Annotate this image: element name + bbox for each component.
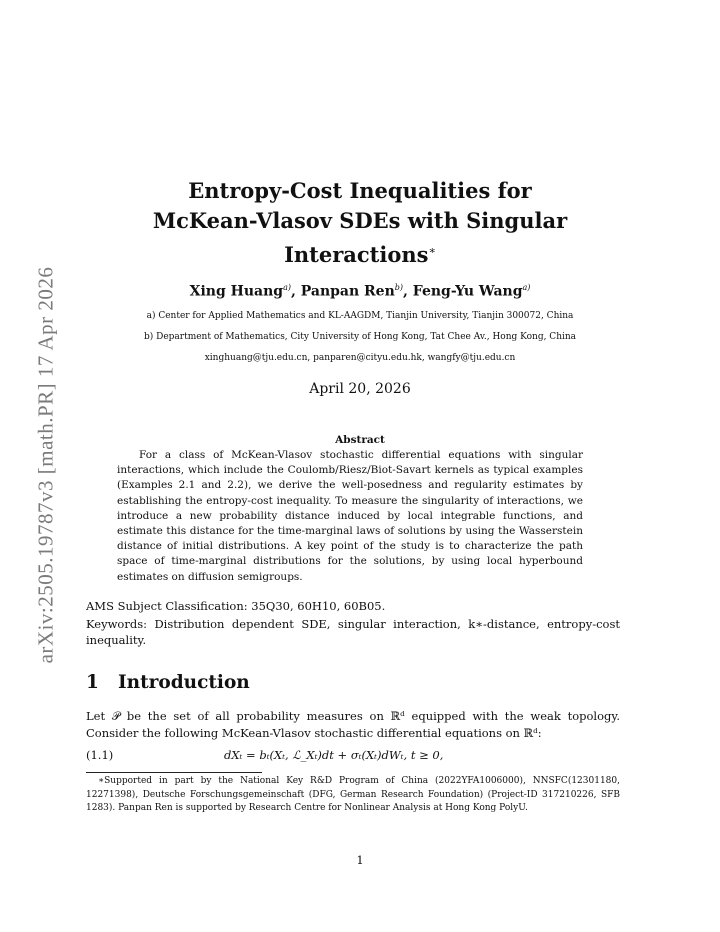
affiliation-b: b) Department of Mathematics, City University of Hong Kong, Tat Chee Av., Hong Kong, China xyxy=(143,332,577,342)
footnote-funding: ∗Supported in part by the National Key R&D Program of China (2022YFA1006000), NNSFC(12301180, 12271398), Deutsche Forschungsgemeinschaft (DFG, German Research Foundation) (Project-ID 317210226, SFB 1283). Panpan Ren is supported by Research Centre for Nonlinear Analysis at Hong Kong PolyU. xyxy=(86,776,620,813)
arxiv-identifier: arXiv:2505.19787v3 [math.PR] 17 Apr 2026 xyxy=(33,266,58,664)
section-number: 1 xyxy=(86,672,99,693)
author-name: Feng-Yu Wang xyxy=(412,283,523,300)
title-footnote-mark: ∗ xyxy=(428,244,436,257)
affiliation-a: a) Center for Applied Mathematics and KL-AAGDM, Tianjin University, Tianjin 300072, China xyxy=(146,311,574,321)
author-name: Panpan Ren xyxy=(300,283,395,300)
equation-body: dXₜ = bₜ(Xₜ, ℒ_Xₜ)dt + σₜ(Xₜ)dWₜ, t ≥ 0, xyxy=(224,748,444,762)
abstract-heading: Abstract xyxy=(335,434,385,446)
ams-classification: AMS Subject Classification: 35Q30, 60H10, 60B05. xyxy=(86,599,386,613)
page-number: 1 xyxy=(356,853,364,867)
title-line-3: Interactions∗ xyxy=(284,242,436,267)
footnote-rule xyxy=(86,772,262,773)
author-list: Xing Huang$^{a)}$, Panpan Ren$^{b)}$, Feng-Yu Wang$^{a)}$ xyxy=(189,283,531,300)
abstract-text: For a class of McKean-Vlasov stochastic differential equations with singular interactions, which include the Coulomb/Riesz/Biot-Savart kernels as typical examples (Examples 2.1 and 2.2), we derive the well-posedness and regularity estimates by establishing the entropy-cost inequality. To measure the singularity of interactions, we introduce a new probability distance induced by local integrable functions, and estimate this distance for the time-marginal laws of solutions by using the Wasserstein distance of initial distributions. A key point of the study is to characterize the path space of time-marginal distributions for the solutions, by using local hyperbound estimates on diffusion semigroups. xyxy=(117,449,583,583)
author-name: Xing Huang xyxy=(189,283,284,300)
title-line-1: Entropy-Cost Inequalities for xyxy=(188,178,532,203)
author-emails: xinghuang@tju.edu.cn, panparen@cityu.edu.hk, wangfy@tju.edu.cn xyxy=(204,353,516,363)
intro-paragraph: Let 𝒫 be the set of all probability measures on ℝᵈ equipped with the weak topology. Consider the following McKean-Vlasov stochastic differential equations on ℝᵈ: xyxy=(86,709,620,740)
paper-date: April 20, 2026 xyxy=(309,381,411,397)
paper-title xyxy=(0,176,720,270)
title-line-2: McKean-Vlasov SDEs with Singular xyxy=(152,208,568,233)
equation-label: (1.1) xyxy=(86,748,114,762)
section-heading xyxy=(86,672,250,693)
section-title: Introduction xyxy=(118,672,250,693)
keywords: Keywords: Distribution dependent SDE, singular interaction, k∗-distance, entropy-cost inequality. xyxy=(86,617,620,647)
